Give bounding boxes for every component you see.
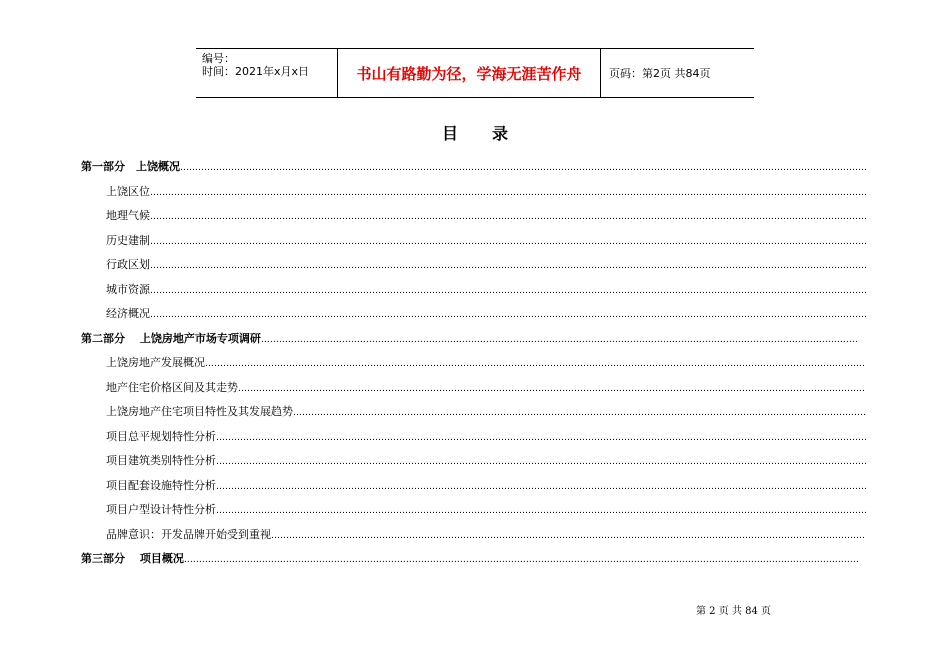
toc-entry-label: 项目户型设计特性分析 — [106, 503, 216, 516]
toc-title-right: 录 — [492, 124, 509, 143]
toc-leader-dots — [261, 332, 858, 345]
toc-entry-label: 项目建筑类别特性分析 — [106, 454, 216, 467]
toc-leader-dots — [150, 185, 866, 198]
toc-entry-label: 项目配套设施特性分析 — [106, 478, 216, 492]
toc-entry-label: 上饶区位 — [106, 184, 150, 198]
toc-title — [0, 121, 950, 144]
toc-section-entry[interactable] — [106, 256, 866, 272]
toc-section-entry[interactable] — [106, 354, 866, 370]
toc-entry-label: 历史建制 — [106, 233, 150, 247]
toc-entry-label: 上饶房地产住宅项目特性及其发展趋势 — [106, 405, 293, 418]
toc-leader-dots — [238, 381, 866, 394]
toc-leader-dots — [216, 479, 866, 492]
toc-part-entry[interactable] — [81, 330, 858, 346]
document-date: 时间：2021年x月x日 — [202, 65, 310, 78]
toc-leader-dots — [150, 307, 866, 320]
toc-section-entry[interactable] — [106, 526, 866, 542]
toc-section-entry[interactable] — [106, 452, 866, 468]
toc-section-entry[interactable] — [106, 477, 866, 493]
toc-leader-dots — [150, 258, 866, 271]
toc-section-entry[interactable] — [106, 281, 866, 297]
toc-entry-label: 经济概况 — [106, 307, 150, 320]
toc-leader-dots — [150, 283, 866, 296]
toc-part-entry[interactable] — [81, 158, 866, 174]
toc-leader-dots — [184, 552, 858, 565]
header-motto: 书山有路勤为径，学海无涯苦作舟 — [337, 49, 601, 97]
toc-part-entry[interactable] — [81, 550, 858, 566]
page-footer: 第 2 页 共 84 页 — [696, 606, 771, 617]
toc-leader-dots — [150, 234, 866, 247]
toc-entry-label: 品牌意识：开发品牌开始受到重视 — [106, 527, 271, 541]
toc-section-entry[interactable] — [106, 379, 866, 395]
toc-leader-dots — [293, 405, 866, 418]
toc-section-entry[interactable] — [106, 428, 866, 444]
toc-entry-label: 第二部分 上饶房地产市场专项调研 — [81, 331, 261, 345]
toc-section-entry[interactable] — [106, 403, 866, 419]
header-page-code: 页码：第2页 共84页 — [609, 67, 711, 80]
document-number-label: 编号： — [202, 52, 235, 65]
toc-entry-label: 城市资源 — [106, 282, 150, 296]
toc-leader-dots — [150, 209, 866, 222]
toc-section-entry[interactable] — [106, 207, 866, 223]
toc-entry-label: 项目总平规划特性分析 — [106, 429, 216, 443]
toc-entry-label: 第一部分 上饶概况 — [81, 160, 180, 173]
toc-entry-label: 地理气候 — [106, 209, 150, 222]
toc-leader-dots — [216, 503, 866, 516]
toc-leader-dots — [205, 356, 866, 369]
toc-section-entry[interactable] — [106, 183, 866, 199]
toc-section-entry[interactable] — [106, 305, 866, 321]
toc-title-left: 目 — [441, 124, 458, 143]
page-header — [196, 48, 754, 98]
toc-leader-dots — [180, 160, 866, 173]
toc-leader-dots — [216, 430, 866, 443]
toc-section-entry[interactable] — [106, 232, 866, 248]
toc-entry-label: 行政区划 — [106, 258, 150, 271]
toc-leader-dots — [216, 454, 866, 467]
toc-entry-label: 上饶房地产发展概况 — [106, 356, 205, 369]
toc-leader-dots — [271, 528, 866, 541]
header-meta — [196, 49, 337, 97]
toc-section-entry[interactable] — [106, 501, 866, 517]
toc-entry-label: 第三部分 项目概况 — [81, 552, 184, 565]
toc-entry-label: 地产住宅价格区间及其走势 — [106, 380, 238, 394]
